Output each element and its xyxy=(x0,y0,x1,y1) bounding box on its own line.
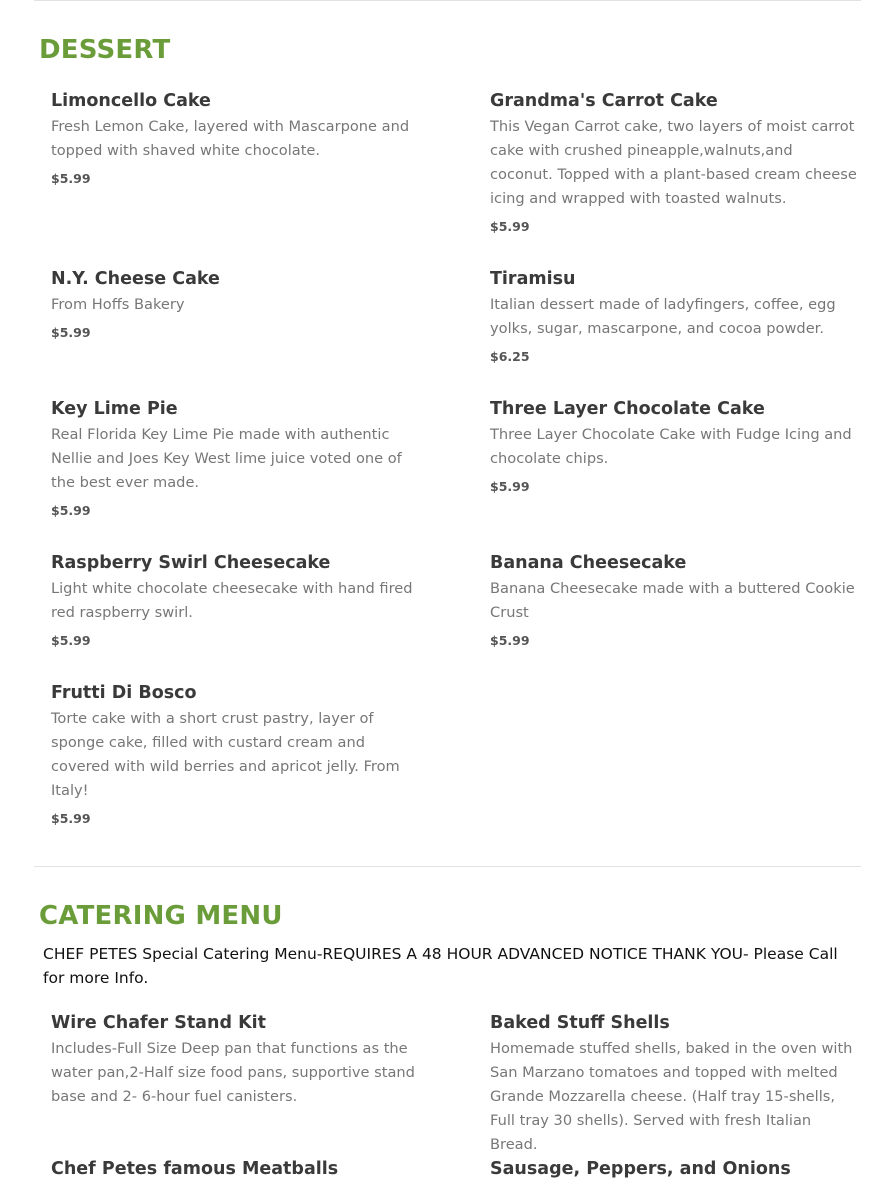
item-price: $5.99 xyxy=(490,219,530,234)
top-divider xyxy=(34,0,861,1)
menu-item-banana-cheesecake[interactable] xyxy=(490,551,860,649)
menu-item-ny-cheese-cake[interactable] xyxy=(51,267,421,341)
section-divider xyxy=(34,866,861,867)
item-price: $5.99 xyxy=(51,633,91,648)
item-description: Three Layer Chocolate Cake with Fudge Icing and chocolate chips. xyxy=(490,426,852,467)
item-description: Torte cake with a short crust pastry, layer of sponge cake, filled with custard cream and covered with wild berries and apricot jelly. From Italy! xyxy=(51,710,400,799)
item-price: $6.25 xyxy=(490,349,530,364)
item-description: Banana Cheesecake made with a buttered Cookie Crust xyxy=(490,580,855,621)
item-name: N.Y. Cheese Cake xyxy=(51,269,220,289)
menu-item-chef-petes-famous-meatballs[interactable] xyxy=(51,1157,421,1181)
item-name: Three Layer Chocolate Cake xyxy=(490,399,765,419)
item-description: From Hoffs Bakery xyxy=(51,296,185,313)
item-price: $5.99 xyxy=(51,503,91,518)
item-name: Tiramisu xyxy=(490,269,576,289)
item-description: Includes-Full Size Deep pan that functions as the water pan,2-Half size food pans, supportive stand base and 2- 6-hour fuel canisters. xyxy=(51,1040,415,1105)
item-name: Raspberry Swirl Cheesecake xyxy=(51,553,331,573)
item-price: $5.99 xyxy=(490,479,530,494)
item-name: Banana Cheesecake xyxy=(490,553,687,573)
item-name: Chef Petes famous Meatballs xyxy=(51,1159,339,1179)
item-description: Fresh Lemon Cake, layered with Mascarpone and topped with shaved white chocolate. xyxy=(51,118,410,159)
item-name: Grandma's Carrot Cake xyxy=(490,91,718,111)
menu-item-sausage-peppers-onions[interactable] xyxy=(490,1157,860,1181)
item-price: $5.99 xyxy=(51,171,91,186)
item-price: $5.99 xyxy=(51,811,91,826)
menu-item-frutti-di-bosco[interactable] xyxy=(51,681,421,827)
item-name: Limoncello Cake xyxy=(51,91,211,111)
item-name: Frutti Di Bosco xyxy=(51,683,197,703)
item-description: Real Florida Key Lime Pie made with authentic Nellie and Joes Key West lime juice voted one of the best ever made. xyxy=(51,426,402,491)
item-name: Sausage, Peppers, and Onions xyxy=(490,1159,791,1179)
item-name: Wire Chafer Stand Kit xyxy=(51,1013,266,1033)
menu-item-grandmas-carrot-cake[interactable] xyxy=(490,89,860,235)
menu-item-limoncello-cake[interactable] xyxy=(51,89,421,187)
catering-section-title: CATERING MENU xyxy=(39,901,283,931)
menu-item-wire-chafer-stand-kit[interactable] xyxy=(51,1011,421,1109)
item-price: $5.99 xyxy=(51,325,91,340)
item-description: This Vegan Carrot cake, two layers of moist carrot cake with crushed pineapple,walnuts,and coconut. Topped with a plant-based cream cheese icing and wrapped with toasted walnuts. xyxy=(490,118,857,207)
dessert-section-title: DESSERT xyxy=(39,35,171,65)
item-description: Homemade stuffed shells, baked in the oven with San Marzano tomatoes and topped with melted Grande Mozzarella cheese. (Half tray 15-shells, Full tray 30 shells). Served with fresh Italian Bread. xyxy=(490,1040,853,1153)
menu-item-baked-stuff-shells[interactable] xyxy=(490,1011,860,1157)
menu-item-key-lime-pie[interactable] xyxy=(51,397,421,519)
menu-item-tiramisu[interactable] xyxy=(490,267,860,365)
item-name: Key Lime Pie xyxy=(51,399,178,419)
item-description: Light white chocolate cheesecake with hand fired red raspberry swirl. xyxy=(51,580,413,621)
menu-item-raspberry-swirl-cheesecake[interactable] xyxy=(51,551,421,649)
item-description: Italian dessert made of ladyfingers, coffee, egg yolks, sugar, mascarpone, and cocoa powder. xyxy=(490,296,836,337)
item-price: $5.99 xyxy=(490,633,530,648)
item-name: Baked Stuff Shells xyxy=(490,1013,670,1033)
catering-notice: CHEF PETES Special Catering Menu-REQUIRES A 48 HOUR ADVANCED NOTICE THANK YOU- Please Call for more Info. xyxy=(43,945,838,987)
menu-item-three-layer-chocolate-cake[interactable] xyxy=(490,397,860,495)
